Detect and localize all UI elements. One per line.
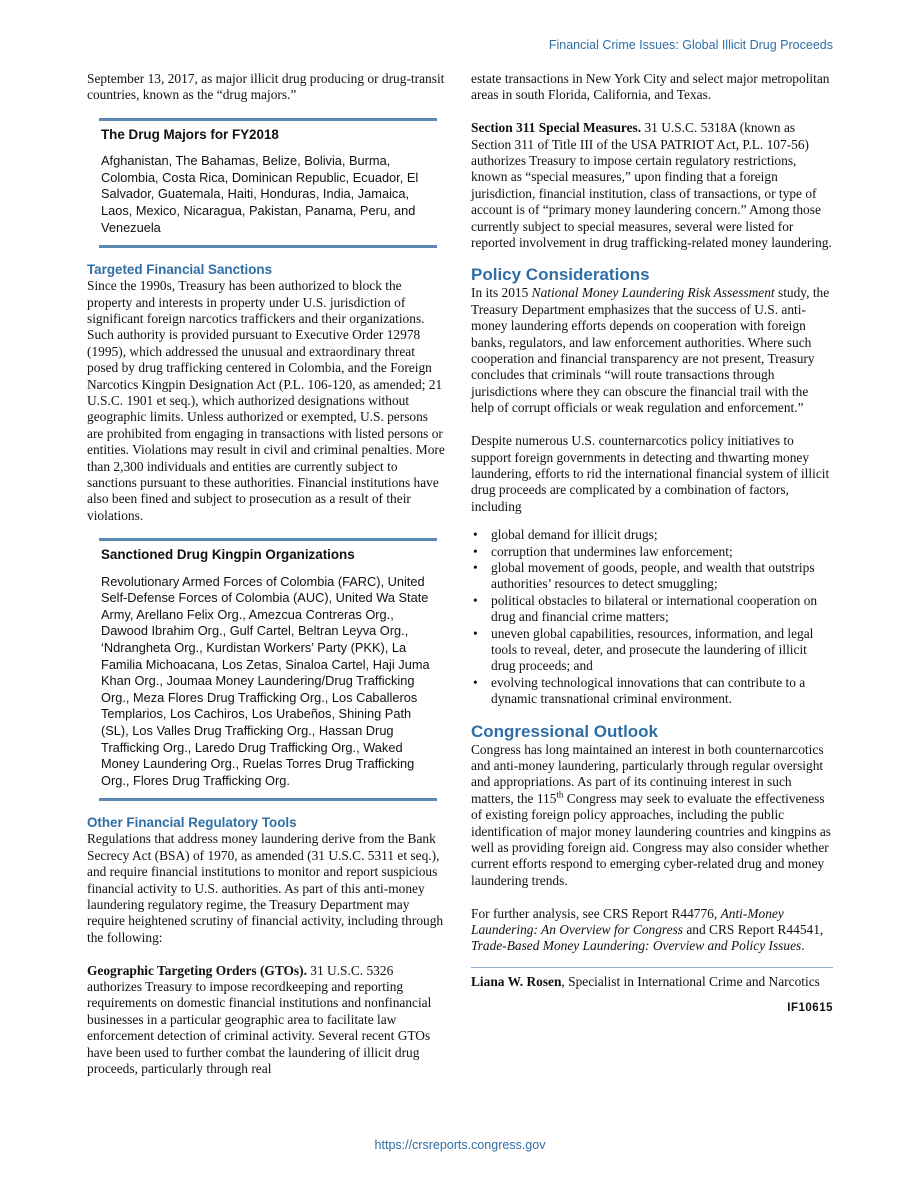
outlook-heading: Congressional Outlook (471, 721, 659, 741)
outlook-paragraph-2 (471, 906, 833, 955)
author-title: , Specialist in International Crime and Narcotics (561, 973, 820, 989)
outlook-p2-c: . (801, 938, 805, 954)
list-item: • global demand for illicit drugs; (471, 527, 833, 543)
outlook-paragraph-1 (471, 742, 833, 890)
gto-paragraph (87, 963, 445, 1078)
continued-paragraph: estate transactions in New York City and select major metropolitan areas in south Florida, California, and Texas. (471, 71, 830, 103)
sanctions-paragraph: Since the 1990s, Treasury has been authorized to block the property and interests in property under U.S. jurisdiction of significant foreign narcotics traffickers and their organizations. Such authority is provided pursuant to Executive Order 12978 (1995), which addressed the unusual and extraordinary threat posed by drug trafficking centered in Colombia, and the Foreign Narcotics Kingpin Designation Act (P.L. 106-120, as amended; 21 U.S.C. 1901 et seq.), which authorized designations without geographic limits. Unless authorized or exempted, U.S. persons are prohibited from engaging in transactions with listed persons or entities. Violations may result in civil and criminal penalties. More than 2,300 individuals and entities are currently subject to sanctions pursuant to these authorities. Financial institutions have also been fined and subject to prosecution as a result of their violations. (87, 278, 445, 523)
section311-label: Section 311 Special Measures. (471, 120, 642, 136)
outlook-p2-a: For further analysis, see CRS Report R44776, (471, 905, 721, 921)
right-column (471, 71, 833, 1017)
section311-paragraph (471, 120, 833, 251)
drug-majors-title: The Drug Majors for FY2018 (101, 126, 279, 142)
kingpin-title: Sanctioned Drug Kingpin Organizations (101, 547, 355, 563)
list-item: • global movement of goods, people, and wealth that outstrips authorities’ resources to detect smuggling; (471, 560, 833, 593)
risk-assessment-title: National Money Laundering Risk Assessment (531, 285, 775, 301)
list-item: • corruption that undermines law enforcement; (471, 544, 833, 560)
footer-url[interactable]: https://crsreports.congress.gov (374, 1138, 546, 1152)
policy-p1-start: In its 2015 (471, 285, 532, 301)
policy-paragraph-2: Despite numerous U.S. counternarcotics policy initiatives to support foreign governments in detecting and thwarting money laundering, efforts to rid the international financial system of illicit drug proceeds are complicated by a combination of factors, including (471, 433, 830, 514)
outlook-p1-end: Congress may seek to evaluate the effectiveness of existing foreign policy approaches, including the public identification of major money laundering countries and kingpins as well as providing foreign aid. Congress may also consider whether current efforts respond to emerging cyber-related drug and money laundering trends. (471, 790, 831, 888)
factors-list (471, 527, 833, 707)
kingpin-list: Revolutionary Armed Forces of Colombia (FARC), United Self-Defense Forces of Colombia (AUC), United Wa State Army, Arellano Felix Org., Amezcua Contreras Org., Dawood Ibrahim Org., Gulf Cartel, Beltran Leyva Org., ‘Ndrangheta Org., Kurdistan Workers’ Party (PKK), La Familia Michoacana, Los Zetas, Sinaloa Cartel, Haji Juma Khan Org., Joumaa Money Laundering/Drug Trafficking Org., Meza Flores Drug Trafficking Org., Los Caballeros Templarios, Los Cachiros, Los Urabeños, Shining Path (SL), Los Valles Drug Trafficking Org., Hassan Drug Trafficking Org., Laredo Drug Trafficking Org., Waked Money Laundering Org., Ruelas Torres Drug Trafficking Org., Flores Drug Trafficking Org. (101, 573, 430, 788)
kingpin-box (99, 538, 437, 801)
author-line (471, 974, 833, 990)
outlook-p1-start: Congress has long maintained an interest in both counternarcotics and anti-money laundering, particularly through regular oversight and appropriations. As part of its continuing interest in such matters, the 115 (471, 741, 824, 806)
list-item: • political obstacles to bilateral or international cooperation on drug and financial crime matters; (471, 593, 833, 626)
author-name: Liana W. Rosen (471, 973, 562, 989)
tools-paragraph: Regulations that address money laundering derive from the Bank Secrecy Act (BSA) of 1970, as amended (31 U.S.C. 5311 et seq.), and require financial institutions to monitor and report suspicious financial activity to U.S. authorities. As part of this anti-money laundering regulatory regime, the Treasury Department may require heightened scrutiny of financial activity, including through the following: (87, 831, 444, 945)
policy-heading: Policy Considerations (471, 265, 650, 285)
report-title-1: Anti-Money Laundering: An Overview for Congress (471, 905, 784, 938)
report-title-2: Trade-Based Money Laundering: Overview and Policy Issues (471, 938, 802, 954)
ordinal-suffix: th (556, 789, 564, 800)
policy-p1-end: study, the Treasury Department emphasizes that the success of U.S. anti-money laundering efforts depends on cooperation with foreign banks, regulators, and law enforcement authorities. Where such cooperation and financial transparency are not present, Treasury concludes that criminals “will route transactions through jurisdictions where they can obscure the financial trail with the help of corrupt officials or weak regulation and enforcement.” (471, 285, 830, 416)
drug-majors-box (99, 118, 437, 248)
outlook-p2-b: and CRS Report R44541, (683, 922, 824, 938)
tools-heading: Other Financial Regulatory Tools (87, 815, 297, 831)
left-column (87, 71, 445, 1077)
policy-paragraph-1 (471, 285, 833, 416)
sanctions-heading: Targeted Financial Sanctions (87, 262, 273, 278)
gto-text: 31 U.S.C. 5326 authorizes Treasury to impose recordkeeping and reporting requirements on domestic financial institutions and nonfinancial businesses in a particular geographic area to facilitate law enforcement detection of criminal activity. Several recent GTOs have been used to further combat the laundering of illicit drug proceeds, particularly through real (87, 962, 432, 1077)
list-item: • evolving technological innovations that can contribute to a dynamic transnational criminal environment. (471, 675, 833, 708)
intro-paragraph: September 13, 2017, as major illicit drug producing or drug-transit countries, known as the “drug majors.” (87, 71, 445, 103)
gto-label: Geographic Targeting Orders (GTOs). (87, 962, 307, 978)
section311-text: 31 U.S.C. 5318A (known as Section 311 of Title III of the USA PATRIOT Act, P.L. 107-56) authorizes Treasury to impose certain regulatory restrictions, known as “special measures,” upon finding that a foreign jurisdiction, financial institution, class of transactions, or type of account is of “primary money laundering concern.” Among those currently subject to special measures, several were listed for reported involvement in drug trafficking-related money laundering. (471, 120, 832, 251)
drug-majors-list: Afghanistan, The Bahamas, Belize, Bolivia, Burma, Colombia, Costa Rica, Dominican Republic, Ecuador, El Salvador, Guatemala, Haiti, Honduras, India, Jamaica, Laos, Mexico, Nicaragua, Pakistan, Panama, Peru, and Venezuela (101, 153, 419, 235)
product-code: IF10615 (787, 1002, 833, 1015)
running-header: Financial Crime Issues: Global Illicit Drug Proceeds (548, 38, 833, 52)
author-block (471, 967, 833, 990)
list-item: • uneven global capabilities, resources, information, and legal tools to reveal, deter, and prosecute the laundering of illicit drug proceeds; and (471, 626, 833, 675)
